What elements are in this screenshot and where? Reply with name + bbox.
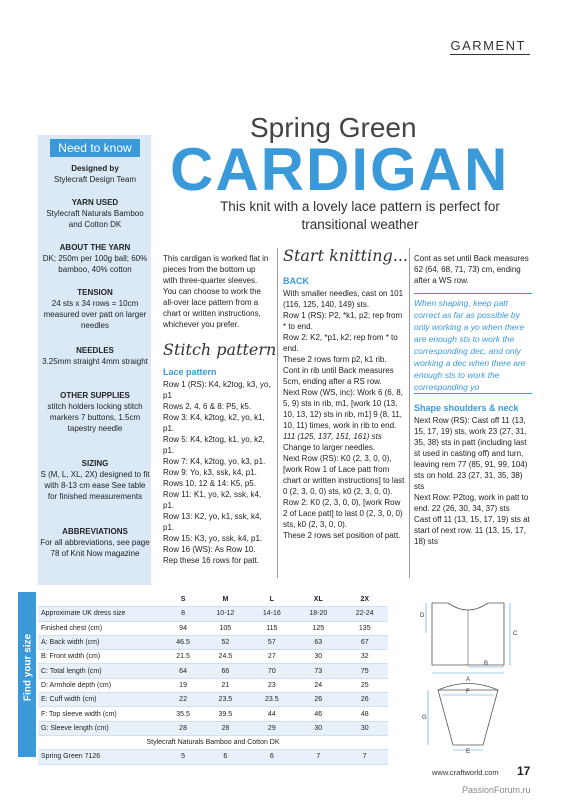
- cell: 26: [342, 693, 389, 707]
- cell: 21: [202, 678, 248, 692]
- cell: 30: [295, 721, 341, 735]
- cell: 48: [342, 707, 389, 721]
- cell: 64: [164, 664, 202, 678]
- cell: 25: [342, 678, 389, 692]
- shape-instructions: [414, 415, 532, 547]
- table-row: [38, 707, 388, 721]
- label-a: A: [466, 677, 471, 683]
- instruction-line: Row 2: K2, *p1, k2; rep from * to end.: [283, 333, 398, 353]
- cell: 26: [295, 693, 341, 707]
- lace-rows: [163, 379, 273, 566]
- lace-row: Row 9: Yo, k3, ssk, k4, p1.: [163, 468, 257, 477]
- cell: 115: [249, 621, 295, 635]
- cell: 44: [249, 707, 295, 721]
- sidebar-abbreviations: [40, 526, 150, 559]
- sidebar-yarn: [40, 197, 150, 230]
- cell: 30: [295, 650, 341, 664]
- cell: 73: [295, 664, 341, 678]
- sidebar-text: 24 sts x 34 rows = 10cm measured over patt on larger needles: [43, 299, 147, 330]
- label-e: E: [466, 749, 471, 753]
- table-row: [38, 650, 388, 664]
- cell: 27: [249, 650, 295, 664]
- cell: 46: [295, 707, 341, 721]
- instruction-line: Next Row (RS): K0 (2, 3, 0, 0), [work Row 1 of Lace patt from chart or written instructions] to last 0 (2, 3, 0, 0) sts, k0 (2, 3, 0, 0).: [283, 454, 405, 496]
- table-row: [38, 721, 388, 735]
- table-row: [38, 750, 388, 764]
- instruction-line: These 2 rows set position of patt.: [283, 531, 401, 540]
- instruction-line: These 2 rows form p2, k1 rib. Cont in rib until Back measures 5cm, ending after a RS row.: [283, 355, 394, 386]
- lace-pattern-heading: Lace pattern: [163, 367, 217, 377]
- cell: 23.5: [249, 693, 295, 707]
- cell: 7: [342, 750, 389, 764]
- sidebar-text: 3.25mm straight 4mm straight: [42, 357, 148, 366]
- cell: 39.5: [202, 707, 248, 721]
- cell: Spring Green 7126: [38, 750, 164, 764]
- cell: 29: [249, 721, 295, 735]
- cell: 57: [249, 635, 295, 649]
- garment-schematic: [398, 595, 538, 753]
- cell: Finished chest (cm): [38, 621, 164, 635]
- cell: 23: [249, 678, 295, 692]
- instruction-line: Row 1 (RS): P2, *k1, p2; rep from * to end.: [283, 311, 403, 331]
- sidebar-text: Stylecraft Naturals Bamboo and Cotton DK: [46, 209, 144, 229]
- cell: 94: [164, 621, 202, 635]
- sidebar-head: YARN USED: [71, 198, 119, 207]
- cell: 28: [202, 721, 248, 735]
- watermark: PassionForum.ru: [462, 785, 531, 795]
- cell: Approximate UK dress size: [38, 607, 164, 621]
- shaping-note: When shaping, keep patt correct as far as possible by only working a yo when there are enough sts to work the corresponding dec, and only working a dec when there are enough sts to work the corresponding yo: [414, 298, 526, 392]
- label-g: G: [422, 715, 427, 721]
- sidebar-head: ABOUT THE YARN: [59, 243, 131, 252]
- subtitle: This knit with a lovely lace pattern is perfect for transitional weather: [220, 199, 500, 233]
- cell: 52: [202, 635, 248, 649]
- sidebar-text: For all abbreviations, see page 78 of Knit Now magazine: [40, 538, 150, 558]
- sidebar-about-yarn: [40, 242, 150, 275]
- table-row: [38, 693, 388, 707]
- cell: A: Back width (cm): [38, 635, 164, 649]
- column-divider: [277, 248, 278, 578]
- header-cell: 2X: [342, 593, 389, 607]
- shape-shoulders-heading: Shape shoulders & neck: [414, 403, 519, 413]
- header-cell: [38, 593, 164, 607]
- lace-row: Row 5: K4, k2tog, k1, yo, k2, p1.: [163, 435, 265, 455]
- cell: 22-24: [342, 607, 389, 621]
- lace-row: Rows 10, 12 & 14: K5, p5.: [163, 479, 256, 488]
- sidebar-head: NEEDLES: [76, 346, 114, 355]
- cell: 7: [295, 750, 341, 764]
- cell: 24.5: [202, 650, 248, 664]
- sidebar-head: OTHER SUPPLIES: [60, 391, 130, 400]
- label-d: D: [420, 613, 425, 619]
- cell: E: Cuff width (cm): [38, 693, 164, 707]
- instruction-line: 111 (125, 137, 151, 161) sts: [283, 432, 382, 441]
- footer-url[interactable]: www.craftworld.com: [432, 768, 499, 777]
- cell: 18-20: [295, 607, 341, 621]
- section-label: GARMENT: [450, 38, 526, 53]
- table-row: [38, 607, 388, 621]
- sidebar-head: TENSION: [77, 288, 113, 297]
- cell: G: Sleeve length (cm): [38, 721, 164, 735]
- cell: 6: [202, 750, 248, 764]
- cell: B: Front width (cm): [38, 650, 164, 664]
- cell: 30: [342, 721, 389, 735]
- sidebar-needles: [40, 345, 150, 367]
- page-number: 17: [517, 764, 531, 778]
- section-divider: [450, 54, 530, 55]
- table-row: [38, 678, 388, 692]
- header-cell: S: [164, 593, 202, 607]
- cell: 21.5: [164, 650, 202, 664]
- cell: 22: [164, 693, 202, 707]
- stitch-pattern-heading: Stitch pattern: [163, 340, 277, 359]
- sidebar-head: ABBREVIATIONS: [62, 527, 128, 536]
- table-row: [38, 664, 388, 678]
- cell: 135: [342, 621, 389, 635]
- label-f: F: [466, 689, 470, 695]
- sidebar-text: Stylecraft Design Team: [53, 175, 137, 184]
- sidebar-supplies: [40, 390, 150, 434]
- lace-row: Row 11: K1, yo, k2, ssk, k4, p1.: [163, 490, 262, 510]
- back-heading: BACK: [283, 276, 309, 286]
- instruction-line: Next Row: P2tog, work in patt to end. 22 (26, 30, 34, 37) sts: [414, 493, 529, 513]
- title-line2: CARDIGAN: [170, 136, 510, 203]
- cell: 8: [164, 607, 202, 621]
- cell: 10-12: [202, 607, 248, 621]
- lace-row: Row 1 (RS): K4, k2tog, k3, yo, p1: [163, 380, 271, 400]
- table-row: [38, 621, 388, 635]
- label-b: B: [484, 661, 489, 667]
- label-c: C: [513, 631, 518, 637]
- sidebar-text: DK; 250m per 100g ball; 60% bamboo, 40% cotton: [42, 254, 148, 274]
- cell: 63: [295, 635, 341, 649]
- col3-intro: Cont as set until Back measures 62 (64, 68, 71, 73) cm, ending after a WS row.: [414, 254, 529, 285]
- instruction-line: Next Row (RS): Cast off 11 (13, 15, 17, 19) sts, work 23 (27, 31, 35, 38) sts in patt (including last st used in casting off) and turn, leaving rem 77 (85, 91, 99, 104) sts on hold. 23 (27, 31, 35, 38) sts: [414, 416, 528, 491]
- sidebar-text: S (M, L, XL, 2X) designed to fit with 8-13 cm ease See table for finished measurements: [40, 470, 150, 501]
- title-line1: Spring Green: [250, 112, 417, 143]
- header-cell: M: [202, 593, 248, 607]
- lace-row: Row 15: K3, yo, ssk, k4, p1.: [163, 534, 263, 543]
- cell: D: Armhole depth (cm): [38, 678, 164, 692]
- yarn-row-cell: Stylecraft Naturals Bamboo and Cotton DK: [38, 735, 388, 749]
- instruction-line: Cast off 11 (13, 15, 17, 19) sts at start of next row. 11 (13, 15, 17, 18) sts: [414, 515, 530, 546]
- sidebar-tension: [40, 287, 150, 331]
- table-row: [38, 735, 388, 749]
- sidebar-head: Designed by: [71, 164, 119, 173]
- cell: 66: [202, 664, 248, 678]
- cell: 125: [295, 621, 341, 635]
- back-instructions: [283, 288, 405, 541]
- size-table: [38, 593, 388, 765]
- cell: 35.5: [164, 707, 202, 721]
- cell: 46.5: [164, 635, 202, 649]
- lace-row: Row 16 (WS): As Row 10.: [163, 545, 256, 554]
- cell: F: Top sleeve width (cm): [38, 707, 164, 721]
- cell: 75: [342, 664, 389, 678]
- lace-row: Rows 2, 4, 6 & 8: P5, k5.: [163, 402, 252, 411]
- instruction-line: Change to larger needles.: [283, 443, 376, 452]
- cell: C: Total length (cm): [38, 664, 164, 678]
- column-divider: [409, 248, 410, 578]
- lace-row: Row 7: K4, k2tog, yo, k3, p1.: [163, 457, 266, 466]
- need-to-know-heading: Need to know: [50, 139, 140, 157]
- instruction-line: Next Row (WS, inc): Work 6 (6, 8, 5, 9) sts in rib, m1, [work 10 (13, 10, 13, 12) sts in rib, m1] 9 (8, 11, 10, 11) times, work in rib to end.: [283, 388, 403, 430]
- sidebar-head: SIZING: [81, 459, 109, 468]
- cell: 6: [249, 750, 295, 764]
- table-row: [38, 635, 388, 649]
- cell: 67: [342, 635, 389, 649]
- start-knitting-heading: Start knitting...: [283, 246, 408, 265]
- cell: 24: [295, 678, 341, 692]
- cell: 70: [249, 664, 295, 678]
- sidebar-text: stitch holders locking stitch markers 7 buttons, 1.5cm tapestry needle: [47, 402, 143, 433]
- sidebar-sizing: [40, 458, 150, 502]
- find-your-size-tab: [18, 592, 36, 757]
- note-rule-bottom: [414, 393, 532, 394]
- note-rule-top: [414, 293, 532, 294]
- intro-paragraph: This cardigan is worked flat in pieces from the bottom up with three-quarter sleeves. You can choose to work the all-over lace pattern from a chart or written instructions, whichever you prefer.: [163, 254, 269, 329]
- cell: 28: [164, 721, 202, 735]
- lace-row: Row 3: K4, k2tog, k2, yo, k1, p1.: [163, 413, 265, 433]
- cell: 5: [164, 750, 202, 764]
- cell: 23.5: [202, 693, 248, 707]
- lace-row: Rep these 16 rows for patt.: [163, 556, 260, 565]
- sidebar-designed: [40, 163, 150, 185]
- instruction-line: With smaller needles, cast on 101 (116, 125, 140, 149) sts.: [283, 289, 404, 309]
- cell: 14-16: [249, 607, 295, 621]
- cell: 32: [342, 650, 389, 664]
- header-cell: XL: [295, 593, 341, 607]
- table-header-row: [38, 593, 388, 607]
- instruction-line: Row 2: K0 (2, 3, 0, 0), [work Row 2 of Lace patt] to last 0 (2, 3, 0, 0) sts, k0 (2, 3, 0, 0).: [283, 498, 403, 529]
- find-your-size-label: Find your size: [22, 633, 34, 702]
- lace-row: Row 13: K2, yo, k1, ssk, k4, p1.: [163, 512, 262, 532]
- cell: 105: [202, 621, 248, 635]
- header-cell: L: [249, 593, 295, 607]
- cell: 19: [164, 678, 202, 692]
